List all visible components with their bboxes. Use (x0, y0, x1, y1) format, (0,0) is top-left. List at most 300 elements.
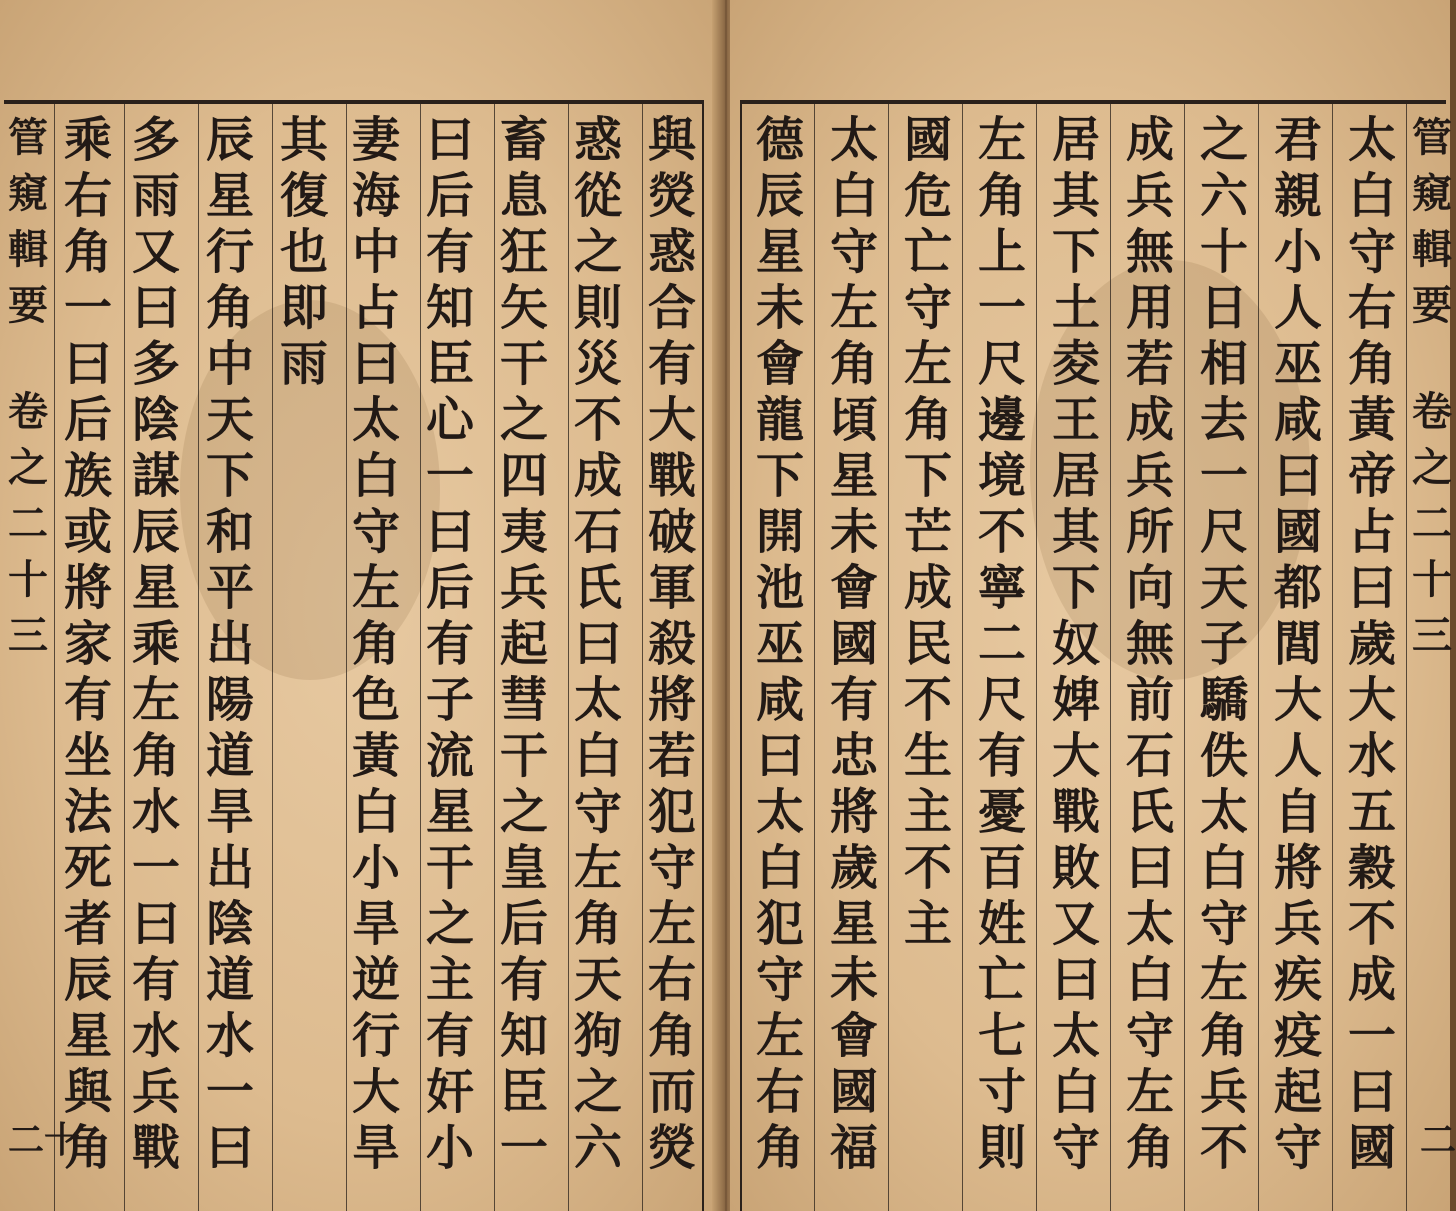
glyph: 有 (425, 1008, 474, 1064)
glyph: 寸 (977, 1064, 1026, 1120)
glyph: 戰 (131, 1120, 180, 1176)
glyph: 之 (425, 896, 474, 952)
glyph: 水 (131, 784, 180, 840)
glyph: 左 (1125, 1064, 1174, 1120)
glyph: 殺 (647, 616, 696, 672)
glyph: 氏 (573, 560, 622, 616)
glyph: 一 (425, 448, 474, 504)
glyph: 若 (647, 728, 696, 784)
glyph: 左 (977, 112, 1026, 168)
glyph: 兵 (131, 1064, 180, 1120)
glyph: 破 (647, 504, 696, 560)
glyph: 也 (279, 224, 328, 280)
glyph: 夌 (1051, 336, 1100, 392)
glyph: 畜 (499, 112, 548, 168)
glyph: 曰 (1051, 952, 1100, 1008)
glyph: 成 (1347, 952, 1396, 1008)
glyph: 乘 (63, 112, 112, 168)
glyph: 水 (131, 1008, 180, 1064)
glyph: 與 (63, 1064, 112, 1120)
glyph: 二 (1412, 500, 1452, 547)
text-column (1340, 112, 1404, 1176)
glyph: 成 (573, 448, 622, 504)
glyph: 角 (1199, 1008, 1248, 1064)
glyph: 白 (1199, 840, 1248, 896)
glyph: 守 (903, 280, 952, 336)
glyph: 有 (647, 336, 696, 392)
glyph: 起 (1273, 1064, 1322, 1120)
glyph: 奸 (425, 1064, 474, 1120)
glyph: 兵 (1125, 448, 1174, 504)
glyph: 自 (1273, 784, 1322, 840)
glyph: 曰 (425, 504, 474, 560)
text-column (124, 112, 188, 1176)
glyph: 主 (903, 896, 952, 952)
glyph: 十 (1199, 224, 1248, 280)
glyph: 逆 (351, 952, 400, 1008)
glyph: 忠 (829, 728, 878, 784)
glyph: 白 (573, 728, 622, 784)
glyph: 坐 (63, 728, 112, 784)
text-column (1192, 112, 1256, 1176)
glyph: 后 (425, 560, 474, 616)
glyph: 敗 (1051, 840, 1100, 896)
glyph: 白 (1347, 168, 1396, 224)
glyph: 道 (205, 952, 254, 1008)
glyph: 未 (829, 504, 878, 560)
glyph: 角 (205, 280, 254, 336)
glyph: 白 (1051, 1064, 1100, 1120)
glyph: 有 (63, 672, 112, 728)
glyph: 曰 (1347, 560, 1396, 616)
glyph: 息 (499, 168, 548, 224)
glyph: 謀 (131, 448, 180, 504)
glyph: 有 (977, 728, 1026, 784)
glyph: 尺 (977, 336, 1026, 392)
glyph: 干 (425, 840, 474, 896)
glyph: 星 (425, 784, 474, 840)
glyph: 成 (1125, 392, 1174, 448)
glyph: 天 (205, 392, 254, 448)
glyph: 歲 (829, 840, 878, 896)
glyph: 白 (351, 448, 400, 504)
glyph: 五 (1347, 784, 1396, 840)
glyph: 會 (829, 560, 878, 616)
glyph: 輯 (1412, 226, 1452, 273)
glyph: 出 (205, 840, 254, 896)
glyph: 一 (1347, 1008, 1396, 1064)
glyph: 中 (205, 336, 254, 392)
glyph: 大 (647, 392, 696, 448)
glyph: 水 (1347, 728, 1396, 784)
glyph: 法 (63, 784, 112, 840)
glyph: 管 (1412, 114, 1452, 161)
glyph: 民 (903, 616, 952, 672)
glyph: 十 (1412, 556, 1452, 603)
glyph: 要 (8, 282, 48, 329)
right-page-top-border (740, 100, 1446, 104)
glyph: 未 (829, 952, 878, 1008)
glyph: 左 (1199, 952, 1248, 1008)
glyph: 中 (351, 224, 400, 280)
glyph: 二 (8, 500, 48, 547)
glyph: 者 (63, 896, 112, 952)
glyph: 行 (351, 1008, 400, 1064)
right-page (730, 0, 1456, 1211)
glyph: 帝 (1347, 448, 1396, 504)
glyph: 出 (205, 616, 254, 672)
glyph: 輯 (8, 226, 48, 273)
glyph: 而 (647, 1064, 696, 1120)
glyph: 不 (1347, 896, 1396, 952)
glyph: 境 (977, 448, 1026, 504)
glyph: 角 (131, 728, 180, 784)
glyph: 平 (205, 560, 254, 616)
glyph: 之 (499, 784, 548, 840)
glyph: 亡 (903, 224, 952, 280)
glyph: 陽 (205, 672, 254, 728)
glyph: 下 (1051, 560, 1100, 616)
left-page-top-border (4, 100, 704, 104)
glyph: 合 (647, 280, 696, 336)
glyph: 曰 (131, 896, 180, 952)
glyph: 其 (1051, 168, 1100, 224)
glyph: 危 (903, 168, 952, 224)
glyph: 疫 (1273, 1008, 1322, 1064)
glyph: 子 (1199, 616, 1248, 672)
glyph: 流 (425, 728, 474, 784)
glyph: 曰 (1347, 1064, 1396, 1120)
glyph: 曰 (573, 616, 622, 672)
right-page-inner-border (740, 100, 742, 1211)
glyph: 大 (1347, 672, 1396, 728)
glyph: 星 (131, 560, 180, 616)
glyph: 一 (205, 1064, 254, 1120)
glyph: 知 (499, 1008, 548, 1064)
glyph: 窺 (8, 170, 48, 217)
left-margin-heading (6, 110, 50, 664)
glyph: 戰 (1051, 784, 1100, 840)
glyph: 寧 (977, 560, 1026, 616)
glyph: 陰 (205, 896, 254, 952)
glyph: 族 (63, 448, 112, 504)
glyph: 角 (351, 616, 400, 672)
glyph: 旱 (351, 896, 400, 952)
glyph: 小 (1273, 224, 1322, 280)
glyph: 土 (1051, 280, 1100, 336)
glyph: 太 (1125, 896, 1174, 952)
chapter-label (1410, 384, 1454, 664)
glyph: 有 (829, 672, 878, 728)
glyph: 心 (425, 392, 474, 448)
glyph: 水 (205, 1008, 254, 1064)
glyph: 多 (131, 112, 180, 168)
glyph: 守 (1199, 896, 1248, 952)
glyph: 窺 (1412, 170, 1452, 217)
glyph: 國 (1273, 504, 1322, 560)
glyph: 后 (63, 392, 112, 448)
glyph: 開 (755, 504, 804, 560)
glyph: 管 (8, 114, 48, 161)
glyph: 知 (425, 280, 474, 336)
glyph: 角 (903, 392, 952, 448)
text-column (748, 112, 812, 1176)
glyph: 下 (903, 448, 952, 504)
glyph: 惑 (647, 224, 696, 280)
glyph: 辰 (205, 112, 254, 168)
text-column (896, 112, 960, 952)
right-margin-heading (1410, 110, 1454, 664)
glyph: 左 (647, 896, 696, 952)
glyph: 有 (425, 616, 474, 672)
glyph: 熒 (647, 1120, 696, 1176)
glyph: 國 (829, 1064, 878, 1120)
glyph: 小 (425, 1120, 474, 1176)
glyph: 兵 (1199, 1064, 1248, 1120)
glyph: 大 (1273, 672, 1322, 728)
glyph: 去 (1199, 392, 1248, 448)
glyph: 一 (1199, 448, 1248, 504)
glyph: 角 (573, 896, 622, 952)
glyph: 氏 (1125, 784, 1174, 840)
glyph: 六 (573, 1120, 622, 1176)
glyph: 芒 (903, 504, 952, 560)
glyph: 亡 (977, 952, 1026, 1008)
glyph: 復 (279, 168, 328, 224)
glyph: 將 (829, 784, 878, 840)
glyph: 太 (1051, 1008, 1100, 1064)
glyph: 天 (573, 952, 622, 1008)
glyph: 不 (903, 840, 952, 896)
glyph: 生 (903, 728, 952, 784)
glyph: 不 (903, 672, 952, 728)
glyph: 三 (1412, 612, 1452, 659)
glyph: 三 (8, 612, 48, 659)
glyph: 天 (1199, 560, 1248, 616)
glyph: 不 (573, 392, 622, 448)
glyph: 一 (977, 280, 1026, 336)
glyph: 家 (63, 616, 112, 672)
glyph: 福 (829, 1120, 878, 1176)
text-column (640, 112, 704, 1176)
glyph: 奴 (1051, 616, 1100, 672)
glyph: 主 (903, 784, 952, 840)
glyph: 白 (829, 168, 878, 224)
glyph: 兵 (499, 560, 548, 616)
glyph: 守 (1125, 1008, 1174, 1064)
text-column (1118, 112, 1182, 1176)
text-column (56, 112, 120, 1176)
glyph: 尺 (1199, 504, 1248, 560)
glyph: 左 (131, 672, 180, 728)
folio-number: 二十 (8, 1119, 81, 1161)
glyph: 則 (573, 280, 622, 336)
glyph: 后 (425, 168, 474, 224)
glyph: 一 (499, 1120, 548, 1176)
glyph: 國 (903, 112, 952, 168)
glyph: 彗 (499, 672, 548, 728)
glyph: 星 (755, 224, 804, 280)
text-column (822, 112, 886, 1176)
folio-number: 二 (1420, 1119, 1456, 1161)
glyph: 干 (499, 728, 548, 784)
glyph: 不 (1199, 1120, 1248, 1176)
glyph: 臣 (425, 336, 474, 392)
glyph: 災 (573, 336, 622, 392)
glyph: 將 (63, 560, 112, 616)
glyph: 守 (1051, 1120, 1100, 1176)
glyph: 皇 (499, 840, 548, 896)
glyph: 乘 (131, 616, 180, 672)
glyph: 下 (205, 448, 254, 504)
text-column (272, 112, 336, 392)
text-column (198, 112, 262, 1176)
glyph: 曰 (63, 336, 112, 392)
glyph: 角 (977, 168, 1026, 224)
glyph: 旱 (205, 784, 254, 840)
glyph: 尺 (977, 672, 1026, 728)
glyph: 左 (573, 840, 622, 896)
glyph: 臣 (499, 1064, 548, 1120)
glyph: 王 (1051, 392, 1100, 448)
text-column (970, 112, 1034, 1176)
glyph: 成 (903, 560, 952, 616)
glyph: 曰 (425, 112, 474, 168)
glyph: 人 (1273, 280, 1322, 336)
glyph: 即 (279, 280, 328, 336)
glyph: 都 (1273, 560, 1322, 616)
glyph: 居 (1051, 112, 1100, 168)
glyph: 則 (977, 1120, 1026, 1176)
glyph: 將 (1273, 840, 1322, 896)
glyph: 君 (1273, 112, 1322, 168)
glyph: 池 (755, 560, 804, 616)
glyph: 有 (499, 952, 548, 1008)
glyph: 巫 (1273, 336, 1322, 392)
glyph: 四 (499, 448, 548, 504)
glyph: 曰 (1273, 448, 1322, 504)
text-column (1044, 112, 1108, 1176)
glyph: 卷 (8, 388, 48, 435)
glyph: 海 (351, 168, 400, 224)
glyph: 巫 (755, 616, 804, 672)
glyph: 白 (755, 840, 804, 896)
glyph: 會 (755, 336, 804, 392)
glyph: 太 (755, 784, 804, 840)
glyph: 旱 (351, 1120, 400, 1176)
glyph: 太 (573, 672, 622, 728)
glyph: 黃 (1347, 392, 1396, 448)
glyph: 守 (351, 504, 400, 560)
glyph: 從 (573, 168, 622, 224)
glyph: 又 (1051, 896, 1100, 952)
glyph: 相 (1199, 336, 1248, 392)
glyph: 與 (647, 112, 696, 168)
glyph: 太 (351, 392, 400, 448)
glyph: 多 (131, 336, 180, 392)
glyph: 咸 (1273, 392, 1322, 448)
glyph: 角 (647, 1008, 696, 1064)
glyph: 要 (1412, 282, 1452, 329)
glyph: 一 (63, 280, 112, 336)
glyph: 兵 (1125, 168, 1174, 224)
glyph: 上 (977, 224, 1026, 280)
glyph: 不 (977, 504, 1026, 560)
glyph: 右 (647, 952, 696, 1008)
glyph: 主 (425, 952, 474, 1008)
glyph: 龍 (755, 392, 804, 448)
glyph: 下 (755, 448, 804, 504)
chapter-label (6, 384, 50, 664)
glyph: 所 (1125, 504, 1174, 560)
glyph: 熒 (647, 168, 696, 224)
glyph: 守 (755, 952, 804, 1008)
glyph: 左 (351, 560, 400, 616)
glyph: 大 (351, 1064, 400, 1120)
glyph: 占 (351, 280, 400, 336)
glyph: 辰 (63, 952, 112, 1008)
glyph: 陰 (131, 392, 180, 448)
glyph: 卷 (1412, 388, 1452, 435)
glyph: 死 (63, 840, 112, 896)
glyph: 曰 (1125, 840, 1174, 896)
glyph: 起 (499, 616, 548, 672)
glyph: 驕 (1199, 672, 1248, 728)
glyph: 頃 (829, 392, 878, 448)
glyph: 白 (1125, 952, 1174, 1008)
glyph: 姓 (977, 896, 1026, 952)
glyph: 佚 (1199, 728, 1248, 784)
glyph: 將 (647, 672, 696, 728)
glyph: 曰 (205, 1120, 254, 1176)
glyph: 左 (829, 280, 878, 336)
glyph: 雨 (131, 168, 180, 224)
glyph: 和 (205, 504, 254, 560)
glyph: 左 (903, 336, 952, 392)
glyph: 親 (1273, 168, 1322, 224)
glyph: 十 (8, 556, 48, 603)
glyph: 百 (977, 840, 1026, 896)
glyph: 夷 (499, 504, 548, 560)
glyph: 曰 (755, 728, 804, 784)
glyph: 或 (63, 504, 112, 560)
glyph: 占 (1347, 504, 1396, 560)
glyph: 角 (1347, 336, 1396, 392)
glyph: 右 (1347, 280, 1396, 336)
glyph: 犯 (755, 896, 804, 952)
glyph: 人 (1273, 728, 1322, 784)
glyph: 若 (1125, 336, 1174, 392)
glyph: 其 (1051, 504, 1100, 560)
glyph: 其 (279, 112, 328, 168)
glyph: 后 (499, 896, 548, 952)
glyph: 成 (1125, 112, 1174, 168)
glyph: 又 (131, 224, 180, 280)
text-column (344, 112, 408, 1176)
glyph: 星 (829, 448, 878, 504)
glyph: 國 (1347, 1120, 1396, 1176)
glyph: 行 (205, 224, 254, 280)
glyph: 守 (1273, 1120, 1322, 1176)
glyph: 太 (1199, 784, 1248, 840)
glyph: 一 (131, 840, 180, 896)
glyph: 惑 (573, 112, 622, 168)
margin-title (1410, 110, 1454, 334)
glyph: 守 (1347, 224, 1396, 280)
glyph: 左 (755, 1008, 804, 1064)
text-column (418, 112, 482, 1176)
glyph: 戰 (647, 448, 696, 504)
